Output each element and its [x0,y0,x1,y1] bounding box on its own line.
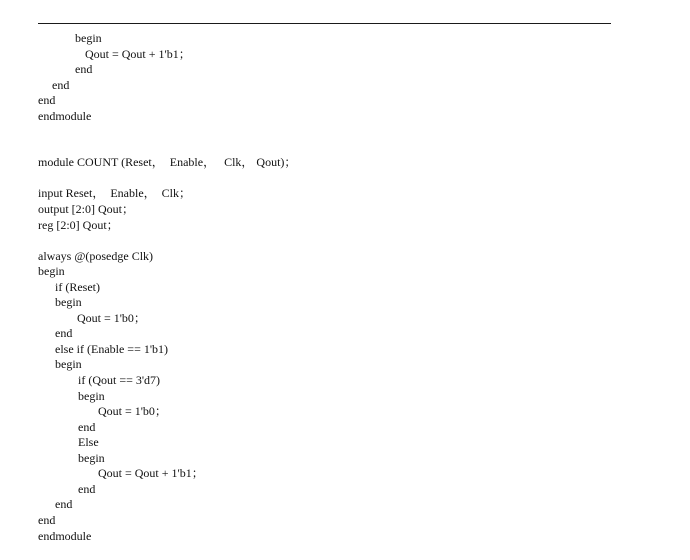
code-line: endmodule [38,528,92,543]
code-line: begin [55,357,82,372]
code-line: always @(posedge Clk) [38,248,154,263]
top-rule [38,23,611,24]
code-line: end [55,326,73,341]
blank-line [38,140,296,156]
verilog-code-block [38,31,296,544]
code-line: end [52,77,70,92]
code-line: reg [2:0] Qout； [38,217,119,232]
code-line: begin [75,31,102,45]
code-line: input Reset， Enable， Clk； [38,186,191,201]
blank-line [38,171,296,187]
code-line: begin [55,295,82,310]
code-line: end [75,62,93,77]
code-line: else if (Enable == 1'b1) [55,341,168,356]
code-line: Qout = Qout + 1'b1； [85,46,191,61]
code-line: if (Reset) [55,279,100,294]
code-line: begin [38,264,65,279]
code-line: end [55,497,73,512]
code-line: endmodule [38,108,92,123]
code-line: begin [78,388,105,403]
code-line: begin [78,450,105,465]
code-line: module COUNT (Reset， Enable， Clk， Qout)； [38,155,297,170]
code-line: Else [78,435,99,450]
code-line: Qout = 1'b0； [98,404,167,419]
blank-line [38,124,296,140]
code-line: Qout = 1'b0； [77,310,146,325]
code-line: output [2:0] Qout； [38,202,134,217]
code-line: if (Qout == 3'd7) [78,373,161,388]
code-line: end [38,93,56,108]
code-line: Qout = Qout + 1'b1； [98,466,204,481]
code-line: end [78,419,96,434]
blank-line [38,233,296,249]
code-line: end [38,512,56,527]
code-line: end [78,481,96,496]
